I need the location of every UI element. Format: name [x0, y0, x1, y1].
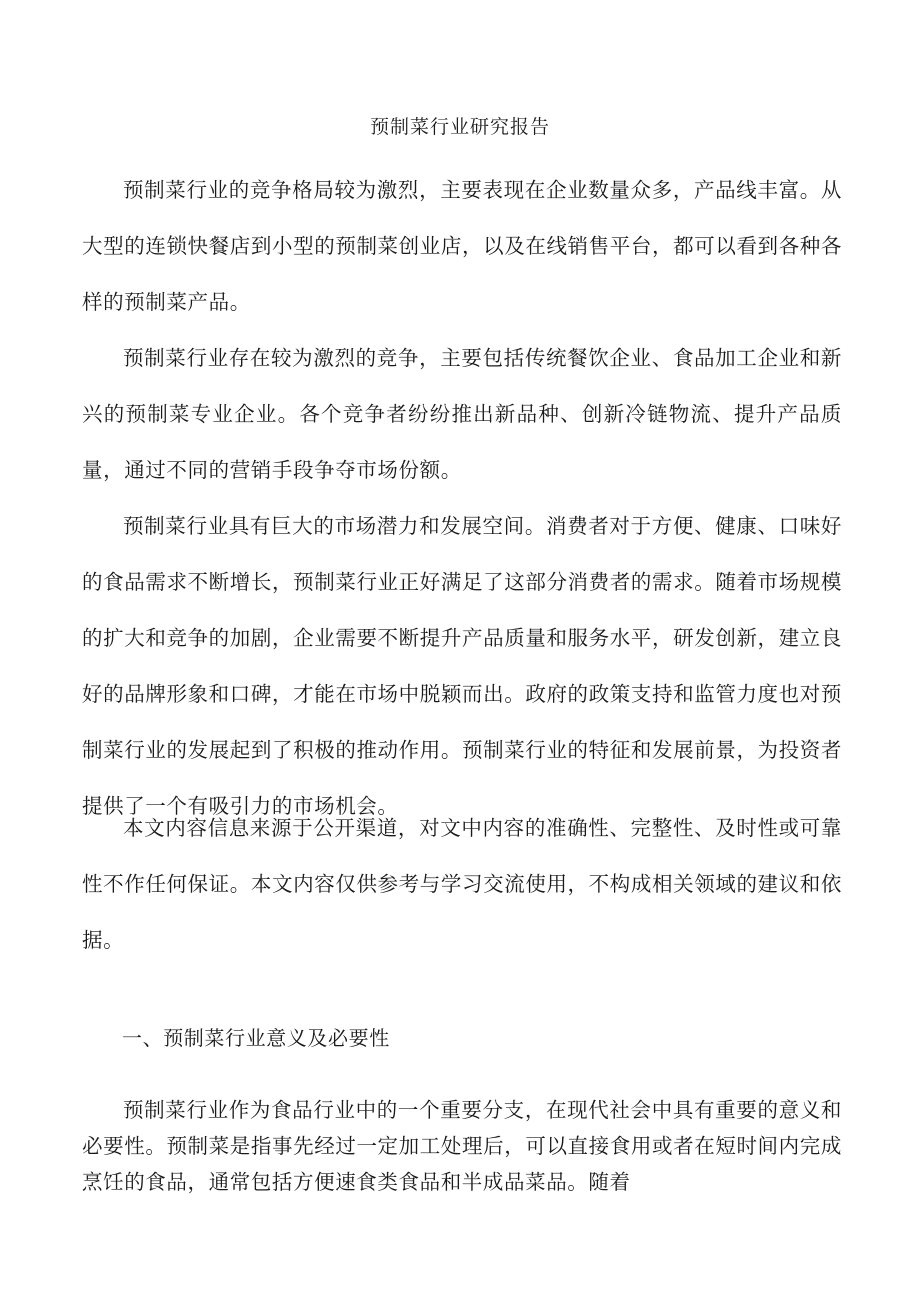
section-heading: 一、预制菜行业意义及必要性 [122, 1026, 390, 1050]
paragraph-competition-landscape: 预制菜行业的竞争格局较为激烈，主要表现在企业数量众多，产品线丰富。从大型的连锁快餐店到小型的预制菜创业店，以及在线销售平台，都可以看到各种各样的预制菜产品。 [82, 178, 842, 314]
paragraph-market-potential: 预制菜行业具有巨大的市场潜力和发展空间。消费者对于方便、健康、口味好的食品需求不断增长，预制菜行业正好满足了这部分消费者的需求。随着市场规模的扩大和竞争的加剧，企业需要不断提升产品质量和服务水平，研发创新，建立良好的品牌形象和口碑，才能在市场中脱颖而出。政府的政策支持和监管力度也对预制菜行业的发展起到了积极的推动作用。预制菜行业的特征和发展前景，为投资者提供了一个有吸引力的市场机会。 [82, 514, 842, 818]
section-paragraph: 预制菜行业作为食品行业中的一个重要分支，在现代社会中具有重要的意义和必要性。预制菜是指事先经过一定加工处理后，可以直接食用或者在短时间内完成烹饪的食品，通常包括方便速食类食品和半成品菜品。随着 [82, 1098, 842, 1194]
document-title: 预制菜行业研究报告 [369, 116, 550, 138]
paragraph-competitors: 预制菜行业存在较为激烈的竞争，主要包括传统餐饮企业、食品加工企业和新兴的预制菜专业企业。各个竞争者纷纷推出新品种、创新冷链物流、提升产品质量，通过不同的营销手段争夺市场份额。 [82, 346, 842, 482]
paragraph-disclaimer: 本文内容信息来源于公开渠道，对文中内容的准确性、完整性、及时性或可靠性不作任何保证。本文内容仅供参考与学习交流使用，不构成相关领域的建议和依据。 [82, 816, 842, 952]
